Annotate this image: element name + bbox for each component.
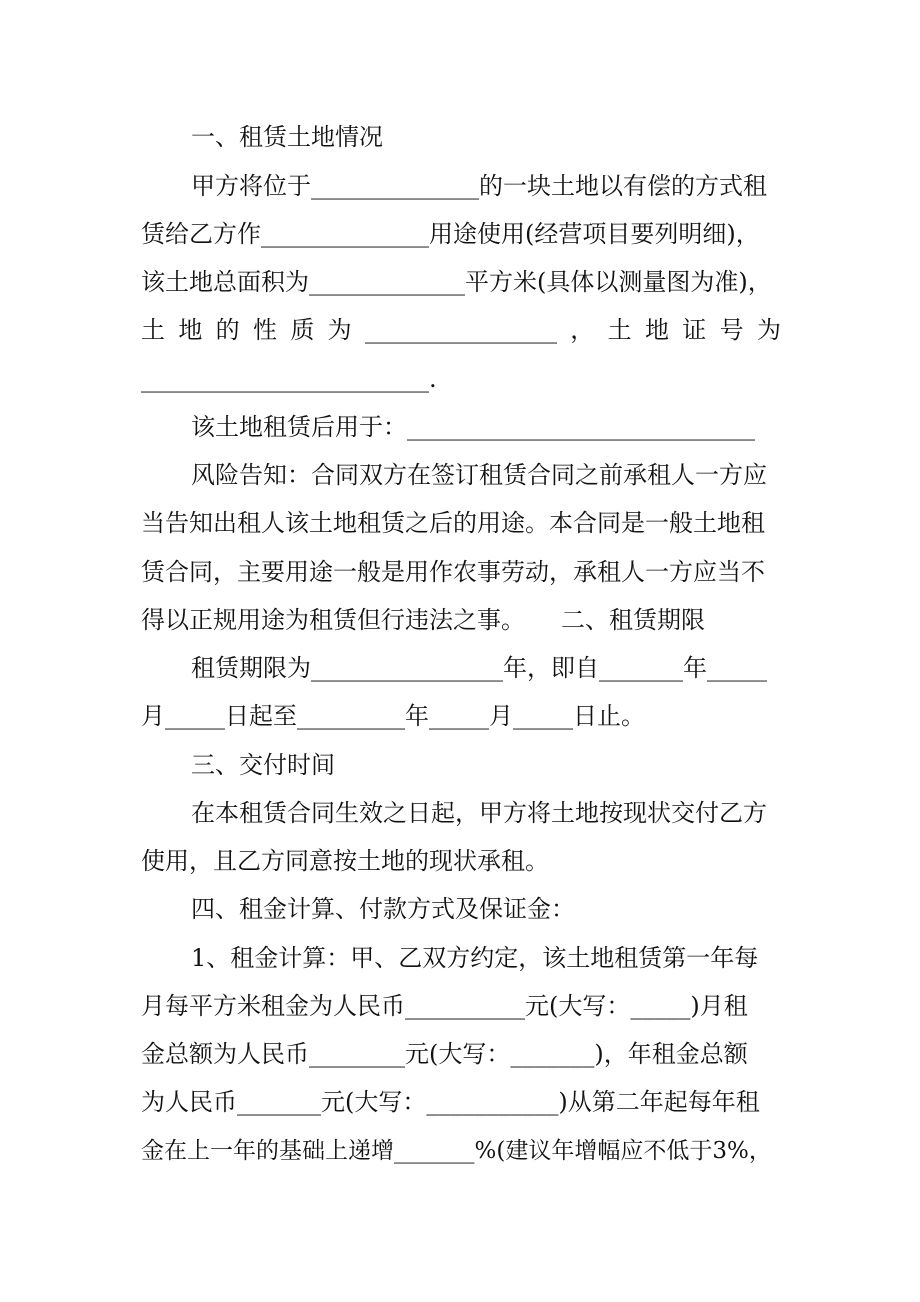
paragraph-line: 当告知出租人该土地租赁之后的用途。本合同是一般土地租 [141, 509, 765, 537]
section-heading-rent: 四、租金计算、付款方式及保证金： [191, 895, 575, 923]
blank-field: ________________ [364, 316, 557, 344]
paragraph-line: 月_____日起至_________年_____月_____日止。 [141, 702, 645, 730]
char: ， [570, 316, 595, 344]
certificate-number-blank: ________________________. [141, 365, 437, 393]
paragraph-line: 该土地总面积为_____________平方米(具体以测量图为准)， [141, 268, 772, 296]
paragraph-line: 月每平方米租金为人民币__________元(大写：_____)月租 [141, 992, 748, 1020]
paragraph-line: 在本租赁合同生效之日起，甲方将土地按现状交付乙方 [191, 799, 767, 827]
char: 土 [607, 316, 632, 344]
char: 为 [327, 316, 352, 344]
paragraph-line: 得以正规用途为租赁但行违法之事。 二、租赁期限 [141, 606, 705, 634]
char: 土 [141, 316, 165, 344]
lease-term-line: 租赁期限为________________年，即自_______年_____ [191, 654, 767, 682]
section-heading-delivery-time: 三、交付时间 [191, 751, 335, 779]
char: 质 [290, 316, 315, 344]
char: 为 [756, 316, 781, 344]
char: 证 [682, 316, 707, 344]
risk-notice-line: 风险告知：合同双方在签订租赁合同之前承租人一方应 [191, 461, 767, 489]
char: 地 [644, 316, 669, 344]
paragraph-line: 为人民币_______元(大写：___________)从第二年起每年租 [141, 1088, 760, 1116]
paragraph-line: 金总额为人民币________元(大写：_______)，年租金总额 [141, 1040, 748, 1068]
char: 的 [215, 316, 240, 344]
char: 号 [719, 316, 744, 344]
char: 性 [252, 316, 277, 344]
paragraph-line: 该土地租赁后用于：_____________________________ [191, 413, 755, 441]
section-heading-land-status: 一、租赁土地情况 [191, 123, 383, 151]
rent-calculation-line: 1、租金计算：甲、乙双方约定，该土地租赁第一年每 [191, 944, 759, 972]
paragraph-line: 金在上一年的基础上递增_______%(建议年增幅应不低于3%， [141, 1138, 772, 1164]
land-nature-line [141, 313, 781, 347]
paragraph-line: 赁给乙方作______________用途使用(经营项目要列明细)， [141, 220, 760, 248]
paragraph-line: 甲方将位于______________的一块土地以有偿的方式租 [191, 172, 767, 200]
paragraph-line: 赁合同，主要用途一般是用作农事劳动，承租人一方应当不 [141, 558, 765, 586]
char: 地 [178, 316, 203, 344]
paragraph-line: 使用，且乙方同意按土地的现状承租。 [141, 847, 549, 875]
